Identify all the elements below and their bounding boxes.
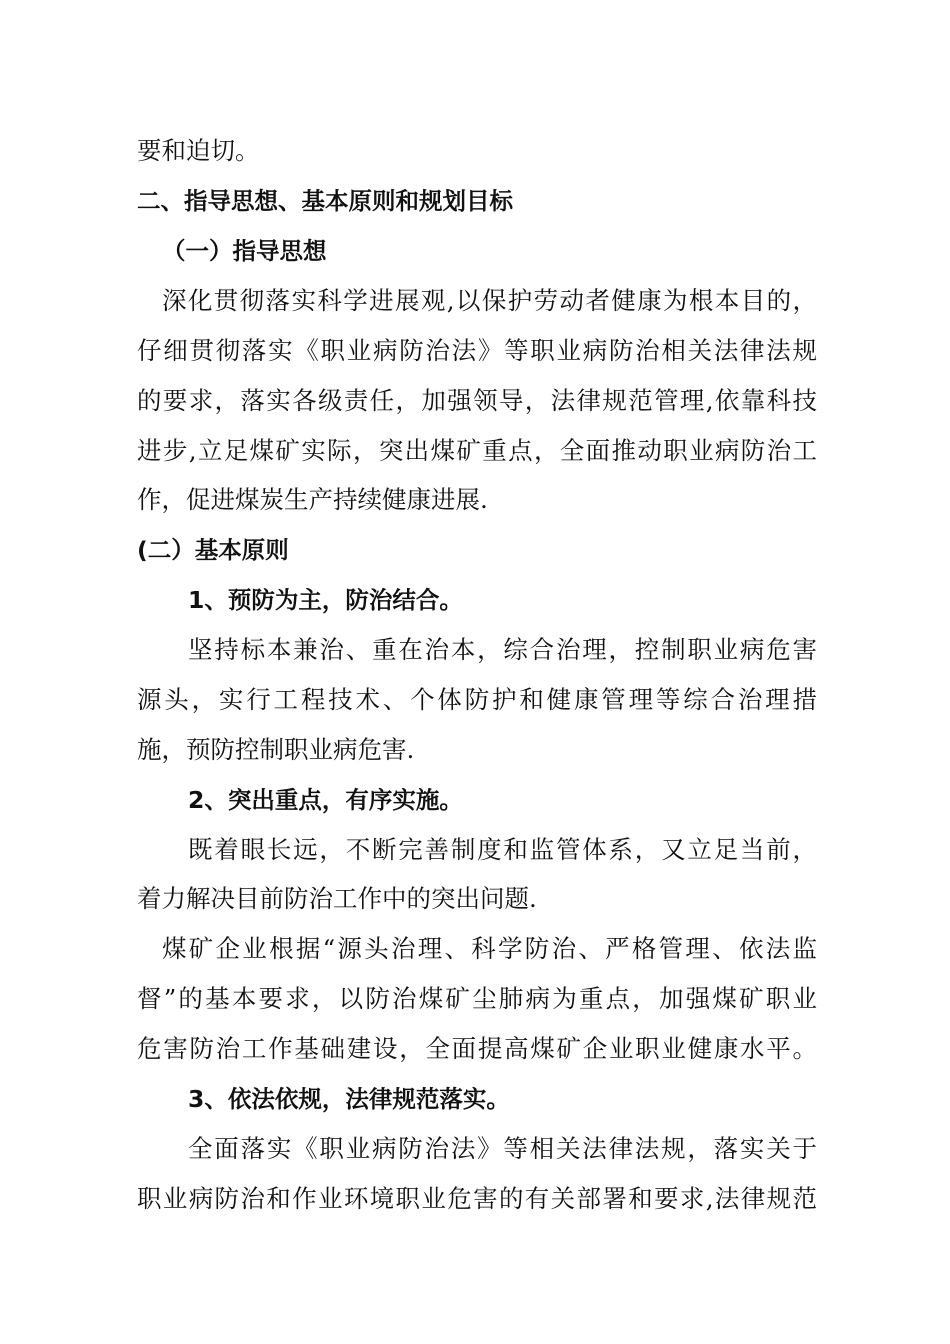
subsection-heading-basic-principles: (二）基本原则 [137,536,289,564]
paragraph-line: 作，促进煤炭生产持续健康进展. [137,485,488,514]
principle-heading-2: 2、突出重点，有序实施。 [188,786,463,814]
paragraph-line: 既着眼长远，不断完善制度和监管体系，又立足当前， [188,835,817,864]
paragraph-line: 深化贯彻落实科学进展观,以保护劳动者健康为根本目的， [162,286,817,315]
paragraph-line: 源头，实行工程技术、个体防护和健康管理等综合治理措 [137,685,817,714]
paragraph-line: 进步,立足煤矿实际，突出煤矿重点，全面推动职业病防治工 [137,436,817,465]
subsection-heading-guiding-thought: （一）指导思想 [162,237,327,265]
principle-heading-3: 3、依法依规，法律规范落实。 [188,1085,510,1113]
paragraph-line: 全面落实《职业病防治法》等相关法律法规，落实关于 [188,1134,817,1163]
paragraph-line: 的要求，落实各级责任，加强领导，法律规范管理,依靠科技 [137,386,817,415]
paragraph-line: 施，预防控制职业病危害. [137,735,415,764]
principle-heading-1: 1、预防为主，防治结合。 [188,586,463,614]
section-heading-two: 二、指导思想、基本原则和规划目标 [137,187,513,215]
paragraph-line: 坚持标本兼治、重在治本，综合治理，控制职业病危害 [188,635,817,664]
paragraph-line: 督”的基本要求，以防治煤矿尘肺病为重点，加强煤矿职业 [137,984,817,1013]
paragraph-line: 仔细贯彻落实《职业病防治法》等职业病防治相关法律法规 [137,336,817,365]
paragraph-line: 煤矿企业根据“源头治理、科学防治、严格管理、依法监 [162,934,817,963]
paragraph-line: 着力解决目前防治工作中的突出问题. [137,884,537,913]
paragraph-line: 危害防治工作基础建设，全面提高煤矿企业职业健康水平。 [137,1034,817,1063]
paragraph-continuation-line: 要和迫切。 [137,136,260,165]
paragraph-line: 职业病防治和作业环境职业危害的有关部署和要求,法律规范 [137,1184,817,1213]
